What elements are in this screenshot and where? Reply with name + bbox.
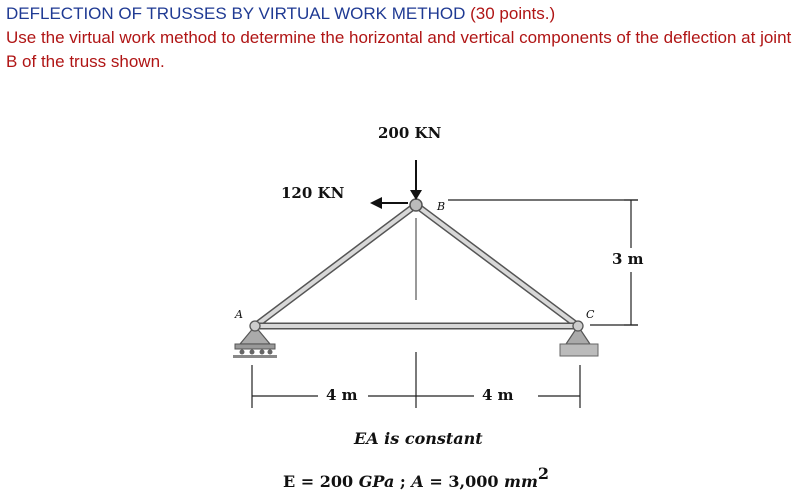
eq-gpa: GPa — [358, 472, 395, 491]
load-horizontal-label: 120 KN — [281, 184, 345, 202]
span-right-label: 4 m — [482, 386, 514, 404]
eq-exp: 2 — [537, 464, 550, 483]
problem-prompt: Use the virtual work method to determine the horizontal and vertical components of the deflection at joint B of the truss shown. — [6, 28, 792, 71]
member-ab — [255, 205, 416, 326]
material-equation — [283, 464, 549, 491]
joint-b-node — [410, 199, 422, 211]
joint-b-label: B — [437, 200, 446, 213]
problem-title: DEFLECTION OF TRUSSES BY VIRTUAL WORK METHOD — [6, 4, 466, 23]
eq-unit: mm — [504, 472, 538, 491]
load-vertical-label: 200 KN — [378, 124, 442, 142]
span-left-label: 4 m — [326, 386, 358, 404]
joint-a-label: A — [235, 308, 243, 321]
eq-a: A — [411, 472, 424, 491]
load-200kn-arrow — [410, 160, 422, 200]
eq-area: = 3,000 — [423, 472, 505, 491]
load-120kn-arrow — [370, 197, 408, 209]
joint-a-node — [250, 321, 260, 331]
joint-c-label: C — [586, 308, 595, 321]
joint-c-node — [573, 321, 583, 331]
problem-points: (30 points.) — [470, 4, 556, 23]
height-dim-label: 3 m — [612, 250, 644, 268]
eq-mid: ; — [394, 472, 412, 491]
member-bc — [416, 205, 578, 326]
eq-prefix: E = 200 — [283, 472, 359, 491]
ea-note: EA is constant — [354, 429, 483, 448]
